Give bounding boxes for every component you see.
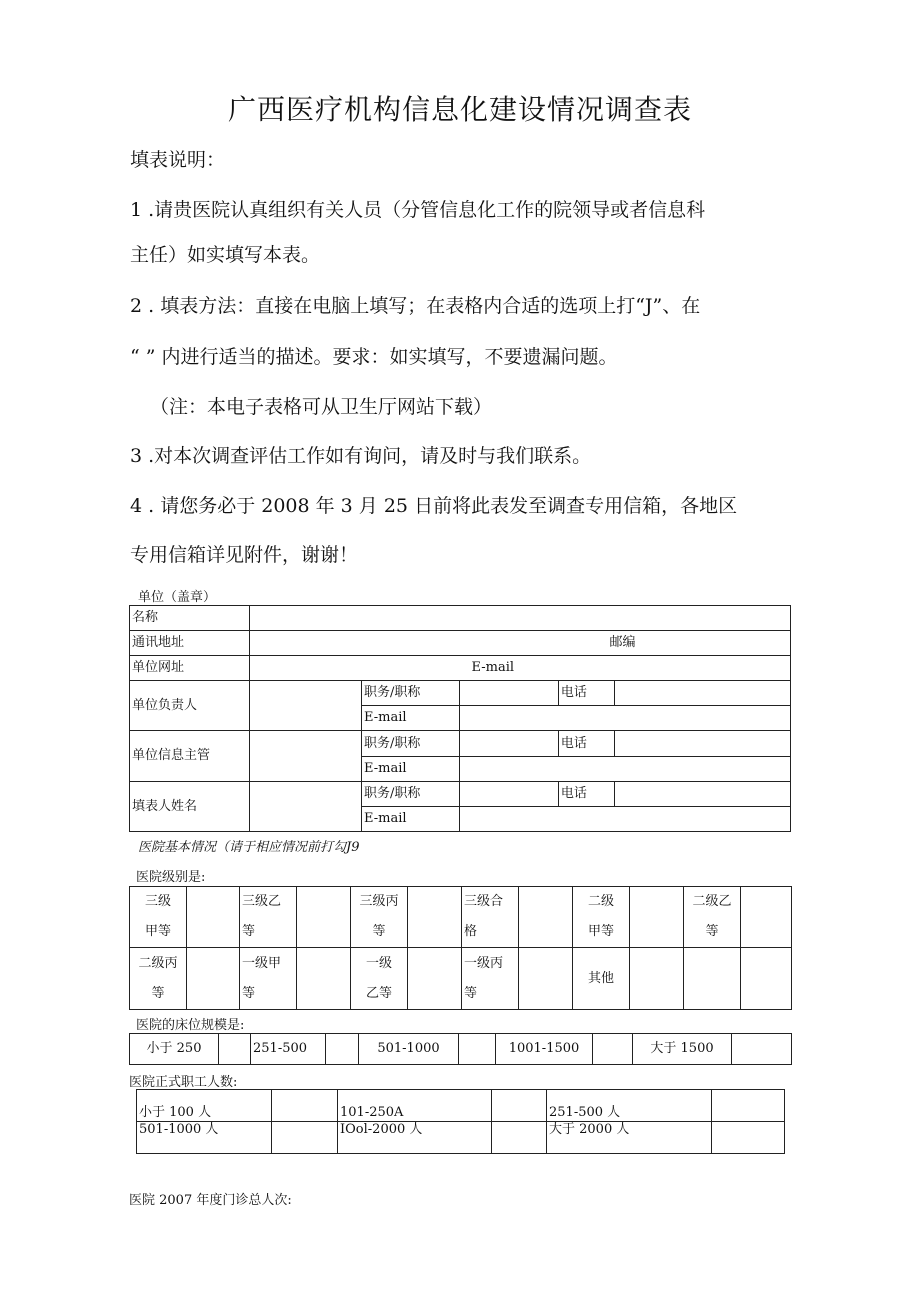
level-checkbox[interactable] — [408, 887, 462, 948]
info-manager-name-field[interactable] — [249, 731, 362, 782]
level-label: 医院级别是: — [136, 870, 206, 885]
title-field[interactable] — [460, 731, 558, 757]
phone-label: 电话 — [558, 681, 614, 706]
level-option: 二级丙 等 — [130, 948, 187, 1010]
staff-label: 医院正式职工人数: — [129, 1075, 238, 1090]
beds-checkbox[interactable] — [219, 1034, 251, 1065]
title-field[interactable] — [460, 782, 558, 807]
level-option: 三级合 格 — [462, 887, 519, 948]
level-empty-cell — [741, 948, 792, 1010]
staff-option: 251-500 人 — [547, 1090, 712, 1122]
staff-checkbox[interactable] — [492, 1090, 547, 1122]
staff-option: IOol-2000 人 — [338, 1122, 492, 1154]
person-label: 单位负责人 — [130, 681, 250, 731]
level-option: 其他 — [573, 948, 630, 1010]
beds-option: 501-1000 — [359, 1034, 459, 1065]
beds-option: 251-500 — [251, 1034, 326, 1065]
instruction-3: 3 .对本次调查评估工作如有询问，请及时与我们联系。 — [130, 445, 592, 467]
title-field[interactable] — [460, 681, 558, 706]
level-option: 三级 甲等 — [130, 887, 187, 948]
level-checkbox[interactable] — [297, 948, 351, 1010]
instruction-note: （注：本电子表格可从卫生厅网站下载） — [150, 396, 493, 418]
beds-table — [129, 1033, 792, 1065]
level-checkbox[interactable] — [187, 887, 240, 948]
beds-option: 大于 1500 — [633, 1034, 732, 1065]
staff-option: 101-250A — [338, 1090, 492, 1122]
email-field[interactable] — [460, 807, 791, 832]
unit-info-table — [129, 605, 791, 832]
instruction-2-line-2: “ ” 内进行适当的描述。要求：如实填写，不要遗漏问题。 — [130, 346, 618, 368]
instruction-2-line-1: 2 . 填表方法：直接在电脑上填写；在表格内合适的选项上打“J”、在 — [130, 295, 701, 317]
beds-checkbox[interactable] — [732, 1034, 792, 1065]
instruction-1-line-1: 1 .请贵医院认真组织有关人员（分管信息化工作的院领导或者信息科 — [130, 199, 706, 221]
staff-checkbox[interactable] — [272, 1122, 338, 1154]
email-field[interactable] — [460, 757, 791, 782]
beds-checkbox[interactable] — [326, 1034, 359, 1065]
address-label: 通讯地址 — [130, 631, 250, 656]
website-label: 单位网址 — [130, 656, 250, 681]
level-checkbox[interactable] — [519, 887, 573, 948]
instructions-heading: 填表说明： — [130, 149, 226, 171]
staff-option: 大于 2000 人 — [547, 1122, 712, 1154]
phone-field[interactable] — [615, 681, 791, 706]
beds-checkbox[interactable] — [593, 1034, 633, 1065]
instruction-4-line-1: 4 . 请您务必于 2008 年 3 月 25 日前将此表发至调查专用信箱，各地区 — [130, 495, 738, 517]
name-label: 名称 — [130, 606, 250, 631]
level-option: 一级 乙等 — [351, 948, 408, 1010]
title-label: 职务/职称 — [362, 731, 460, 757]
filler-name-field[interactable] — [249, 782, 362, 832]
beds-checkbox[interactable] — [459, 1034, 496, 1065]
instruction-4-line-2: 专用信箱详见附件，谢谢！ — [130, 544, 359, 566]
level-checkbox[interactable] — [630, 887, 684, 948]
email-label: E-mail — [362, 706, 460, 731]
instruction-1-line-2: 主任）如实填写本表。 — [130, 244, 321, 266]
page-title: 广西医疗机构信息化建设情况调查表 — [227, 93, 692, 126]
level-checkbox[interactable] — [408, 948, 462, 1010]
email-field[interactable] — [460, 706, 791, 731]
beds-option: 小于 250 — [130, 1034, 219, 1065]
staff-table — [136, 1089, 785, 1154]
level-table — [129, 886, 792, 1010]
level-checkbox[interactable] — [741, 887, 792, 948]
phone-field[interactable] — [615, 782, 791, 807]
beds-option: 1001-1500 — [496, 1034, 593, 1065]
level-checkbox[interactable] — [519, 948, 573, 1010]
level-checkbox[interactable] — [630, 948, 684, 1010]
unit-caption: 单位（盖章） — [138, 590, 217, 605]
phone-label: 电话 — [558, 782, 614, 807]
name-field[interactable] — [249, 606, 790, 631]
unit-email-label: E-mail — [249, 656, 790, 681]
level-option: 三级丙 等 — [351, 887, 408, 948]
level-option: 一级丙 等 — [462, 948, 519, 1010]
level-option: 一级甲 等 — [240, 948, 297, 1010]
level-checkbox[interactable] — [187, 948, 240, 1010]
level-option: 二级乙 等 — [684, 887, 741, 948]
hospital-section-heading: 医院基本情况（请于相应情况前打勾J9 — [138, 840, 360, 855]
phone-field[interactable] — [615, 731, 791, 757]
outpatient-label: 医院 2007 年度门诊总人次: — [129, 1193, 292, 1208]
info-manager-label: 单位信息主管 — [130, 731, 250, 782]
beds-label: 医院的床位规模是: — [136, 1018, 245, 1033]
staff-checkbox[interactable] — [272, 1090, 338, 1122]
postcode-label: 邮编 — [249, 631, 790, 656]
person-name-field[interactable] — [249, 681, 362, 731]
title-label: 职务/职称 — [362, 681, 460, 706]
staff-option: 501-1000 人 — [137, 1122, 272, 1154]
staff-checkbox[interactable] — [712, 1090, 785, 1122]
email-label: E-mail — [362, 807, 460, 832]
level-option: 三级乙 等 — [240, 887, 297, 948]
staff-option: 小于 100 人 — [137, 1090, 272, 1122]
staff-checkbox[interactable] — [492, 1122, 547, 1154]
staff-checkbox[interactable] — [712, 1122, 785, 1154]
phone-label: 电话 — [558, 731, 614, 757]
level-checkbox[interactable] — [297, 887, 351, 948]
filler-label: 填表人姓名 — [130, 782, 250, 832]
level-option: 二级 甲等 — [573, 887, 630, 948]
email-label: E-mail — [362, 757, 460, 782]
level-empty-cell — [684, 948, 741, 1010]
title-label: 职务/职称 — [362, 782, 460, 807]
